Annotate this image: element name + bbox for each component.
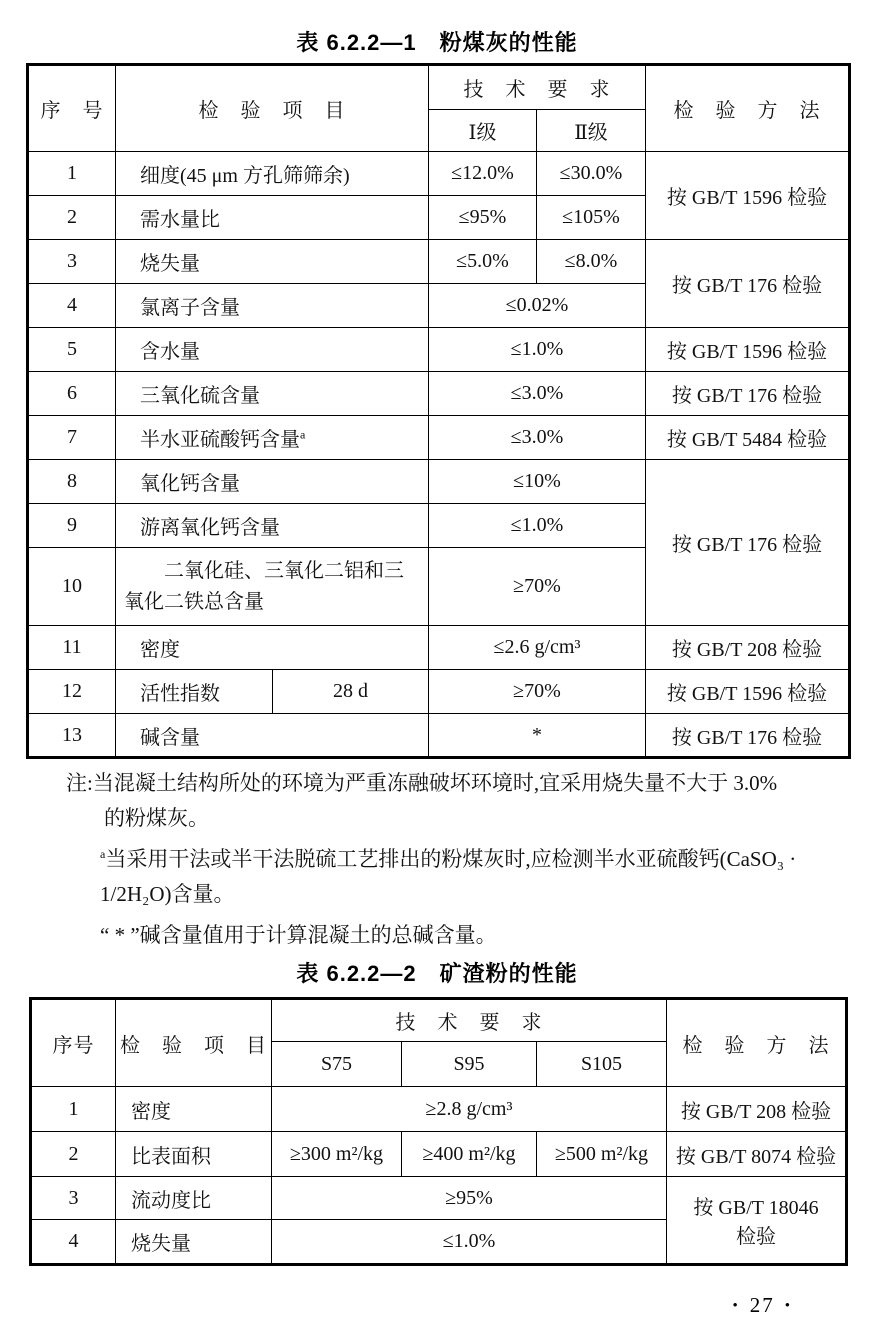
- note-footnote-a: [66, 842, 856, 912]
- table-row: [28, 670, 850, 714]
- table-row: [28, 152, 850, 196]
- col-header-method: 检 验 方 法: [667, 999, 847, 1087]
- note-asterisk: [66, 918, 856, 953]
- cell-method: 按 GB/T 1596 检验: [646, 152, 850, 240]
- table-row: [31, 1132, 847, 1177]
- cell-item: 三氧化硫含量: [116, 372, 429, 416]
- cell-serial: 2: [31, 1132, 116, 1177]
- note-line: “ * ”碱含量值用于计算混凝土的总碱含量。: [100, 923, 497, 947]
- cell-value-grade1: ≤12.0%: [429, 152, 537, 196]
- table-row: [28, 626, 850, 670]
- cell-method: 按 GB/T 176 检验: [646, 372, 850, 416]
- cell-serial: 6: [28, 372, 116, 416]
- cell-serial: 13: [28, 714, 116, 758]
- cell-value-grade2: ≤8.0%: [537, 240, 646, 284]
- cell-value-s95: ≥400 m²/kg: [402, 1132, 537, 1177]
- cell-method: 按 GB/T 1596 检验: [646, 670, 850, 714]
- cell-item: 游离氧化钙含量: [116, 504, 429, 548]
- cell-value: ≤10%: [429, 460, 646, 504]
- cell-value: ≤1.0%: [429, 328, 646, 372]
- cell-method-line: 检验: [736, 1226, 777, 1248]
- note-line: 的粉煤灰。: [104, 806, 209, 830]
- col-header-grade-s105: S105: [537, 1042, 667, 1087]
- cell-item: 烧失量: [116, 1220, 272, 1265]
- cell-item: 需水量比: [116, 196, 429, 240]
- cell-serial: 12: [28, 670, 116, 714]
- cell-item: [116, 416, 429, 460]
- page-number: [722, 1293, 802, 1318]
- table-header-row: [31, 999, 847, 1042]
- cell-method: 按 GB/T 176 检验: [646, 714, 850, 758]
- cell-method-line: 按 GB/T 18046: [693, 1197, 819, 1219]
- cell-serial: 3: [31, 1177, 116, 1220]
- cell-value: ≤1.0%: [429, 504, 646, 548]
- note-line: 当采用干法或半干法脱硫工艺排出的粉煤灰时,应检测半水亚硫酸钙(CaSO₃ ·: [105, 847, 797, 871]
- cell-method: 按 GB/T 8074 检验: [667, 1132, 847, 1177]
- note-line: 1/2H₂O)含量。: [100, 882, 235, 906]
- col-header-serial: 序号: [31, 999, 116, 1087]
- cell-serial: 9: [28, 504, 116, 548]
- cell-item: 氧化钙含量: [116, 460, 429, 504]
- cell-serial: 4: [31, 1220, 116, 1265]
- col-header-grade-s95: S95: [402, 1042, 537, 1087]
- cell-item: 烧失量: [116, 240, 429, 284]
- cell-item: 密度: [116, 626, 429, 670]
- col-header-grade-s75: S75: [272, 1042, 402, 1087]
- col-header-grade-1: Ⅰ级: [429, 110, 537, 152]
- cell-value: *: [429, 714, 646, 758]
- table-row: [28, 240, 850, 284]
- cell-value: ≤3.0%: [429, 416, 646, 460]
- cell-serial: 10: [28, 548, 116, 626]
- cell-item: 二氧化硅、三氧化二铝和三氧化二铁总含量: [116, 548, 429, 626]
- page-number-dot: •: [784, 1298, 792, 1314]
- cell-value-s75: ≥300 m²/kg: [272, 1132, 402, 1177]
- page-number-value: 27: [749, 1293, 775, 1317]
- col-header-tech-requirement: 技 术 要 求: [429, 65, 646, 110]
- note-line: 注:当混凝土结构所处的环境为严重冻融破坏环境时,宜采用烧失量不大于 3.0%: [66, 771, 778, 795]
- table2-title: 表 6.2.2—2 矿渣粉的性能: [296, 961, 578, 986]
- cell-method: 按 GB/T 176 检验: [646, 240, 850, 328]
- table-row: [28, 714, 850, 758]
- table-row: [28, 416, 850, 460]
- cell-method: 按 GB/T 176 检验: [646, 460, 850, 626]
- cell-value: ≥2.8 g/cm³: [272, 1087, 667, 1132]
- cell-value-s105: ≥500 m²/kg: [537, 1132, 667, 1177]
- cell-serial: 5: [28, 328, 116, 372]
- cell-value: ≥95%: [272, 1177, 667, 1220]
- slag-powder-performance-table: [29, 997, 848, 1266]
- col-header-grade-2: Ⅱ级: [537, 110, 646, 152]
- col-header-item: 检 验 项 目: [116, 65, 429, 152]
- table-row: [28, 372, 850, 416]
- note-freeze-thaw: [66, 766, 856, 836]
- cell-serial: 7: [28, 416, 116, 460]
- cell-item: 密度: [116, 1087, 272, 1132]
- table-row: [28, 328, 850, 372]
- cell-item: 含水量: [116, 328, 429, 372]
- cell-value: ≥70%: [429, 670, 646, 714]
- cell-item: 比表面积: [116, 1132, 272, 1177]
- cell-value-grade1: ≤95%: [429, 196, 537, 240]
- cell-method: 按 GB/T 1596 检验: [646, 328, 850, 372]
- fly-ash-performance-table: [26, 63, 851, 759]
- cell-item: 氯离子含量: [116, 284, 429, 328]
- cell-item: 活性指数: [116, 670, 273, 714]
- cell-serial: 8: [28, 460, 116, 504]
- col-header-method: 检 验 方 法: [646, 65, 850, 152]
- page-number-dot: •: [732, 1298, 740, 1314]
- cell-item-age: 28 d: [273, 670, 429, 714]
- cell-serial: 1: [28, 152, 116, 196]
- col-header-serial: 序 号: [28, 65, 116, 152]
- table-header-row: [28, 65, 850, 110]
- cell-value-grade1: ≤5.0%: [429, 240, 537, 284]
- cell-serial: 4: [28, 284, 116, 328]
- cell-method: 按 GB/T 208 检验: [646, 626, 850, 670]
- cell-value: ≥70%: [429, 548, 646, 626]
- cell-serial: 1: [31, 1087, 116, 1132]
- cell-item-text: 半水亚硫酸钙含量: [140, 429, 300, 451]
- cell-value: ≤3.0%: [429, 372, 646, 416]
- footnote-marker-a: a: [300, 427, 306, 442]
- cell-serial: 3: [28, 240, 116, 284]
- cell-item: 流动度比: [116, 1177, 272, 1220]
- table1-notes: [66, 766, 856, 953]
- table-row: [28, 460, 850, 504]
- cell-method: 按 GB/T 208 检验: [667, 1087, 847, 1132]
- cell-value-grade2: ≤105%: [537, 196, 646, 240]
- cell-method: 按 GB/T 5484 检验: [646, 416, 850, 460]
- footnote-marker-a: a: [100, 847, 106, 861]
- cell-value: ≤2.6 g/cm³: [429, 626, 646, 670]
- cell-value: ≤1.0%: [272, 1220, 667, 1265]
- cell-value-grade2: ≤30.0%: [537, 152, 646, 196]
- cell-method: [667, 1177, 847, 1265]
- table1-title: 表 6.2.2—1 粉煤灰的性能: [296, 30, 578, 55]
- table-row: [31, 1177, 847, 1220]
- col-header-tech-requirement: 技 术 要 求: [272, 999, 667, 1042]
- cell-serial: 2: [28, 196, 116, 240]
- cell-value: ≤0.02%: [429, 284, 646, 328]
- table-row: [31, 1087, 847, 1132]
- col-header-item: 检 验 项 目: [116, 999, 272, 1087]
- cell-serial: 11: [28, 626, 116, 670]
- cell-item: 碱含量: [116, 714, 429, 758]
- cell-item: 细度(45 μm 方孔筛筛余): [116, 152, 429, 196]
